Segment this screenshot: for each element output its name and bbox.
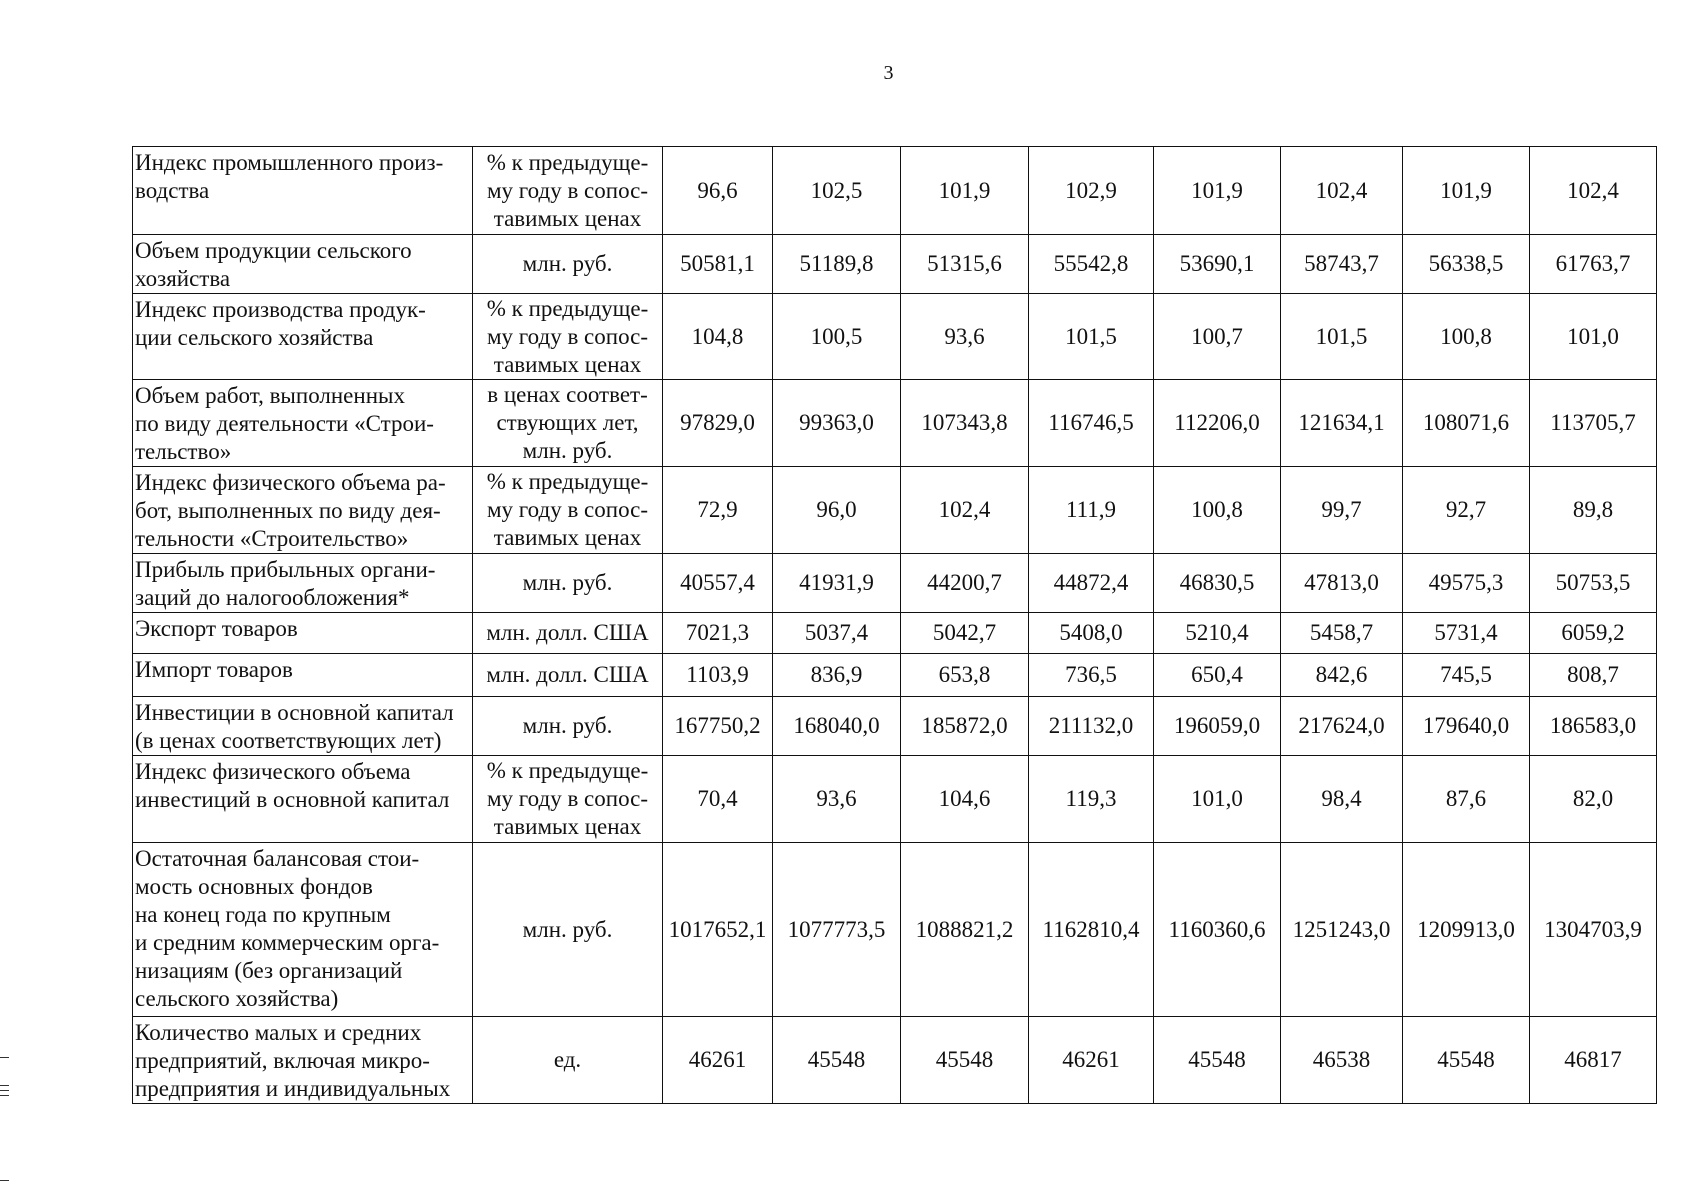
value-cell: 808,7	[1530, 654, 1657, 697]
margin-mark	[0, 1085, 9, 1086]
value-cell: 1304703,9	[1530, 843, 1657, 1017]
table-row	[133, 613, 1657, 654]
indicator-name: Импорт товаров	[135, 657, 293, 682]
unit-cell	[473, 697, 663, 756]
unit-label: % к предыдуще- му году в сопос- тавимых ценах	[486, 149, 649, 231]
value-cell: 842,6	[1281, 654, 1403, 697]
value-cell: 1160360,6	[1154, 843, 1281, 1017]
unit-label: % к предыдуще- му году в сопос- тавимых ценах	[486, 758, 649, 839]
table-row	[133, 1017, 1657, 1104]
value-cell: 5042,7	[901, 613, 1029, 654]
table-row	[133, 756, 1657, 843]
unit-label: ед.	[553, 1047, 582, 1072]
value-cell: 102,4	[901, 467, 1029, 554]
value-cell: 46261	[1029, 1017, 1154, 1104]
unit-label: млн. долл. США	[486, 620, 649, 645]
value-cell: 87,6	[1403, 756, 1530, 843]
unit-cell	[473, 843, 663, 1017]
value-cell: 653,8	[901, 654, 1029, 697]
table-body	[133, 147, 1657, 1104]
table-row	[133, 697, 1657, 756]
value-cell: 46538	[1281, 1017, 1403, 1104]
value-cell: 100,5	[773, 294, 901, 380]
value-cell: 167750,2	[663, 697, 773, 756]
value-cell: 119,3	[1029, 756, 1154, 843]
value-cell: 100,8	[1403, 294, 1530, 380]
page-number: 3	[883, 62, 894, 84]
value-cell: 51189,8	[773, 235, 901, 294]
table-row	[133, 554, 1657, 613]
value-cell: 836,9	[773, 654, 901, 697]
value-cell: 100,7	[1154, 294, 1281, 380]
value-cell: 99363,0	[773, 380, 901, 467]
value-cell: 97829,0	[663, 380, 773, 467]
value-cell: 1251243,0	[1281, 843, 1403, 1017]
table-row	[133, 467, 1657, 554]
unit-label: % к предыдуще- му году в сопос- тавимых ценах	[486, 469, 649, 550]
indicator-name-cell	[133, 613, 473, 654]
value-cell: 51315,6	[901, 235, 1029, 294]
value-cell: 47813,0	[1281, 554, 1403, 613]
value-cell: 45548	[1403, 1017, 1530, 1104]
value-cell: 1103,9	[663, 654, 773, 697]
value-cell: 92,7	[1403, 467, 1530, 554]
indicators-table	[132, 146, 1657, 1104]
value-cell: 89,8	[1530, 467, 1657, 554]
unit-cell	[473, 613, 663, 654]
margin-mark	[0, 1057, 9, 1058]
value-cell: 99,7	[1281, 467, 1403, 554]
value-cell: 40557,4	[663, 554, 773, 613]
value-cell: 101,0	[1154, 756, 1281, 843]
indicator-name-cell	[133, 467, 473, 554]
value-cell: 168040,0	[773, 697, 901, 756]
value-cell: 46261	[663, 1017, 773, 1104]
value-cell: 44200,7	[901, 554, 1029, 613]
unit-label: млн. руб.	[522, 713, 613, 738]
indicator-name-cell	[133, 147, 473, 235]
value-cell: 217624,0	[1281, 697, 1403, 756]
indicator-name-cell	[133, 1017, 473, 1104]
value-cell: 46817	[1530, 1017, 1657, 1104]
unit-cell	[473, 467, 663, 554]
unit-label: млн. руб.	[522, 570, 613, 595]
value-cell: 1088821,2	[901, 843, 1029, 1017]
value-cell: 58743,7	[1281, 235, 1403, 294]
value-cell: 1017652,1	[663, 843, 773, 1017]
value-cell: 5731,4	[1403, 613, 1530, 654]
value-cell: 185872,0	[901, 697, 1029, 756]
value-cell: 96,6	[663, 147, 773, 235]
value-cell: 111,9	[1029, 467, 1154, 554]
value-cell: 72,9	[663, 467, 773, 554]
value-cell: 55542,8	[1029, 235, 1154, 294]
unit-cell	[473, 380, 663, 467]
unit-cell	[473, 554, 663, 613]
value-cell: 196059,0	[1154, 697, 1281, 756]
value-cell: 93,6	[901, 294, 1029, 380]
value-cell: 5037,4	[773, 613, 901, 654]
value-cell: 100,8	[1154, 467, 1281, 554]
unit-cell	[473, 654, 663, 697]
indicator-name-cell	[133, 697, 473, 756]
value-cell: 102,4	[1530, 147, 1657, 235]
value-cell: 7021,3	[663, 613, 773, 654]
value-cell: 49575,3	[1403, 554, 1530, 613]
value-cell: 44872,4	[1029, 554, 1154, 613]
indicator-name-cell	[133, 843, 473, 1017]
value-cell: 116746,5	[1029, 380, 1154, 467]
margin-mark	[0, 1180, 9, 1181]
value-cell: 113705,7	[1530, 380, 1657, 467]
indicator-name: Остаточная балансовая стои- мость основных фондов на конец года по крупным и средним коммерческим орга- низациям (без организаций сельского хозяйства)	[135, 846, 440, 1011]
value-cell: 45548	[901, 1017, 1029, 1104]
indicator-name-cell	[133, 654, 473, 697]
value-cell: 5210,4	[1154, 613, 1281, 654]
margin-mark	[0, 1090, 9, 1091]
unit-cell	[473, 147, 663, 235]
value-cell: 650,4	[1154, 654, 1281, 697]
table-row	[133, 380, 1657, 467]
indicator-name-cell	[133, 554, 473, 613]
value-cell: 104,6	[901, 756, 1029, 843]
value-cell: 1209913,0	[1403, 843, 1530, 1017]
value-cell: 45548	[773, 1017, 901, 1104]
value-cell: 50581,1	[663, 235, 773, 294]
value-cell: 96,0	[773, 467, 901, 554]
unit-cell	[473, 756, 663, 843]
unit-label: млн. руб.	[522, 916, 613, 942]
value-cell: 121634,1	[1281, 380, 1403, 467]
value-cell: 102,9	[1029, 147, 1154, 235]
unit-label: % к предыдуще- му году в сопос- тавимых ценах	[486, 295, 649, 377]
table-row	[133, 147, 1657, 235]
table-row	[133, 235, 1657, 294]
value-cell: 101,5	[1281, 294, 1403, 380]
value-cell: 6059,2	[1530, 613, 1657, 654]
indicator-name: Прибыль прибыльных органи- заций до налогообложения*	[135, 557, 436, 610]
unit-label: млн. руб.	[522, 251, 613, 276]
value-cell: 112206,0	[1154, 380, 1281, 467]
indicator-name-cell	[133, 756, 473, 843]
value-cell: 211132,0	[1029, 697, 1154, 756]
value-cell: 5408,0	[1029, 613, 1154, 654]
indicators-table-wrapper	[132, 146, 1657, 1104]
value-cell: 98,4	[1281, 756, 1403, 843]
table-row	[133, 843, 1657, 1017]
indicator-name: Индекс промышленного произ- водства	[135, 150, 444, 203]
indicator-name: Инвестиции в основной капитал (в ценах соответствующих лет)	[135, 700, 454, 753]
value-cell: 1077773,5	[773, 843, 901, 1017]
indicator-name-cell	[133, 294, 473, 380]
value-cell: 102,4	[1281, 147, 1403, 235]
unit-cell	[473, 294, 663, 380]
value-cell: 82,0	[1530, 756, 1657, 843]
value-cell: 104,8	[663, 294, 773, 380]
value-cell: 41931,9	[773, 554, 901, 613]
indicator-name: Объем продукции сельского хозяйства	[135, 238, 412, 291]
unit-cell	[473, 1017, 663, 1104]
value-cell: 179640,0	[1403, 697, 1530, 756]
unit-cell	[473, 235, 663, 294]
indicator-name-cell	[133, 380, 473, 467]
value-cell: 101,9	[1154, 147, 1281, 235]
indicator-name: Индекс физического объема инвестиций в основной капитал	[135, 759, 450, 812]
table-row	[133, 654, 1657, 697]
value-cell: 5458,7	[1281, 613, 1403, 654]
indicator-name: Индекс производства продук- ции сельского хозяйства	[135, 297, 426, 350]
value-cell: 736,5	[1029, 654, 1154, 697]
value-cell: 45548	[1154, 1017, 1281, 1104]
indicator-name: Индекс физического объема ра- бот, выполненных по виду дея- тельности «Строительство»	[135, 470, 446, 551]
value-cell: 101,9	[1403, 147, 1530, 235]
unit-label: в ценах соответ- ствующих лет, млн. руб.	[487, 382, 648, 463]
value-cell: 50753,5	[1530, 554, 1657, 613]
value-cell: 108071,6	[1403, 380, 1530, 467]
value-cell: 53690,1	[1154, 235, 1281, 294]
value-cell: 101,0	[1530, 294, 1657, 380]
margin-mark	[0, 1095, 9, 1096]
value-cell: 46830,5	[1154, 554, 1281, 613]
indicator-name: Объем работ, выполненных по виду деятельности «Строи- тельство»	[135, 383, 434, 464]
value-cell: 102,5	[773, 147, 901, 235]
value-cell: 61763,7	[1530, 235, 1657, 294]
indicator-name: Экспорт товаров	[135, 616, 298, 641]
value-cell: 70,4	[663, 756, 773, 843]
unit-label: млн. долл. США	[486, 662, 649, 687]
indicator-name-cell	[133, 235, 473, 294]
value-cell: 56338,5	[1403, 235, 1530, 294]
table-row	[133, 294, 1657, 380]
value-cell: 107343,8	[901, 380, 1029, 467]
indicator-name: Количество малых и средних предприятий, включая микро- предприятия и индивидуальных	[135, 1020, 451, 1101]
value-cell: 93,6	[773, 756, 901, 843]
value-cell: 101,9	[901, 147, 1029, 235]
value-cell: 101,5	[1029, 294, 1154, 380]
value-cell: 1162810,4	[1029, 843, 1154, 1017]
value-cell: 745,5	[1403, 654, 1530, 697]
value-cell: 186583,0	[1530, 697, 1657, 756]
